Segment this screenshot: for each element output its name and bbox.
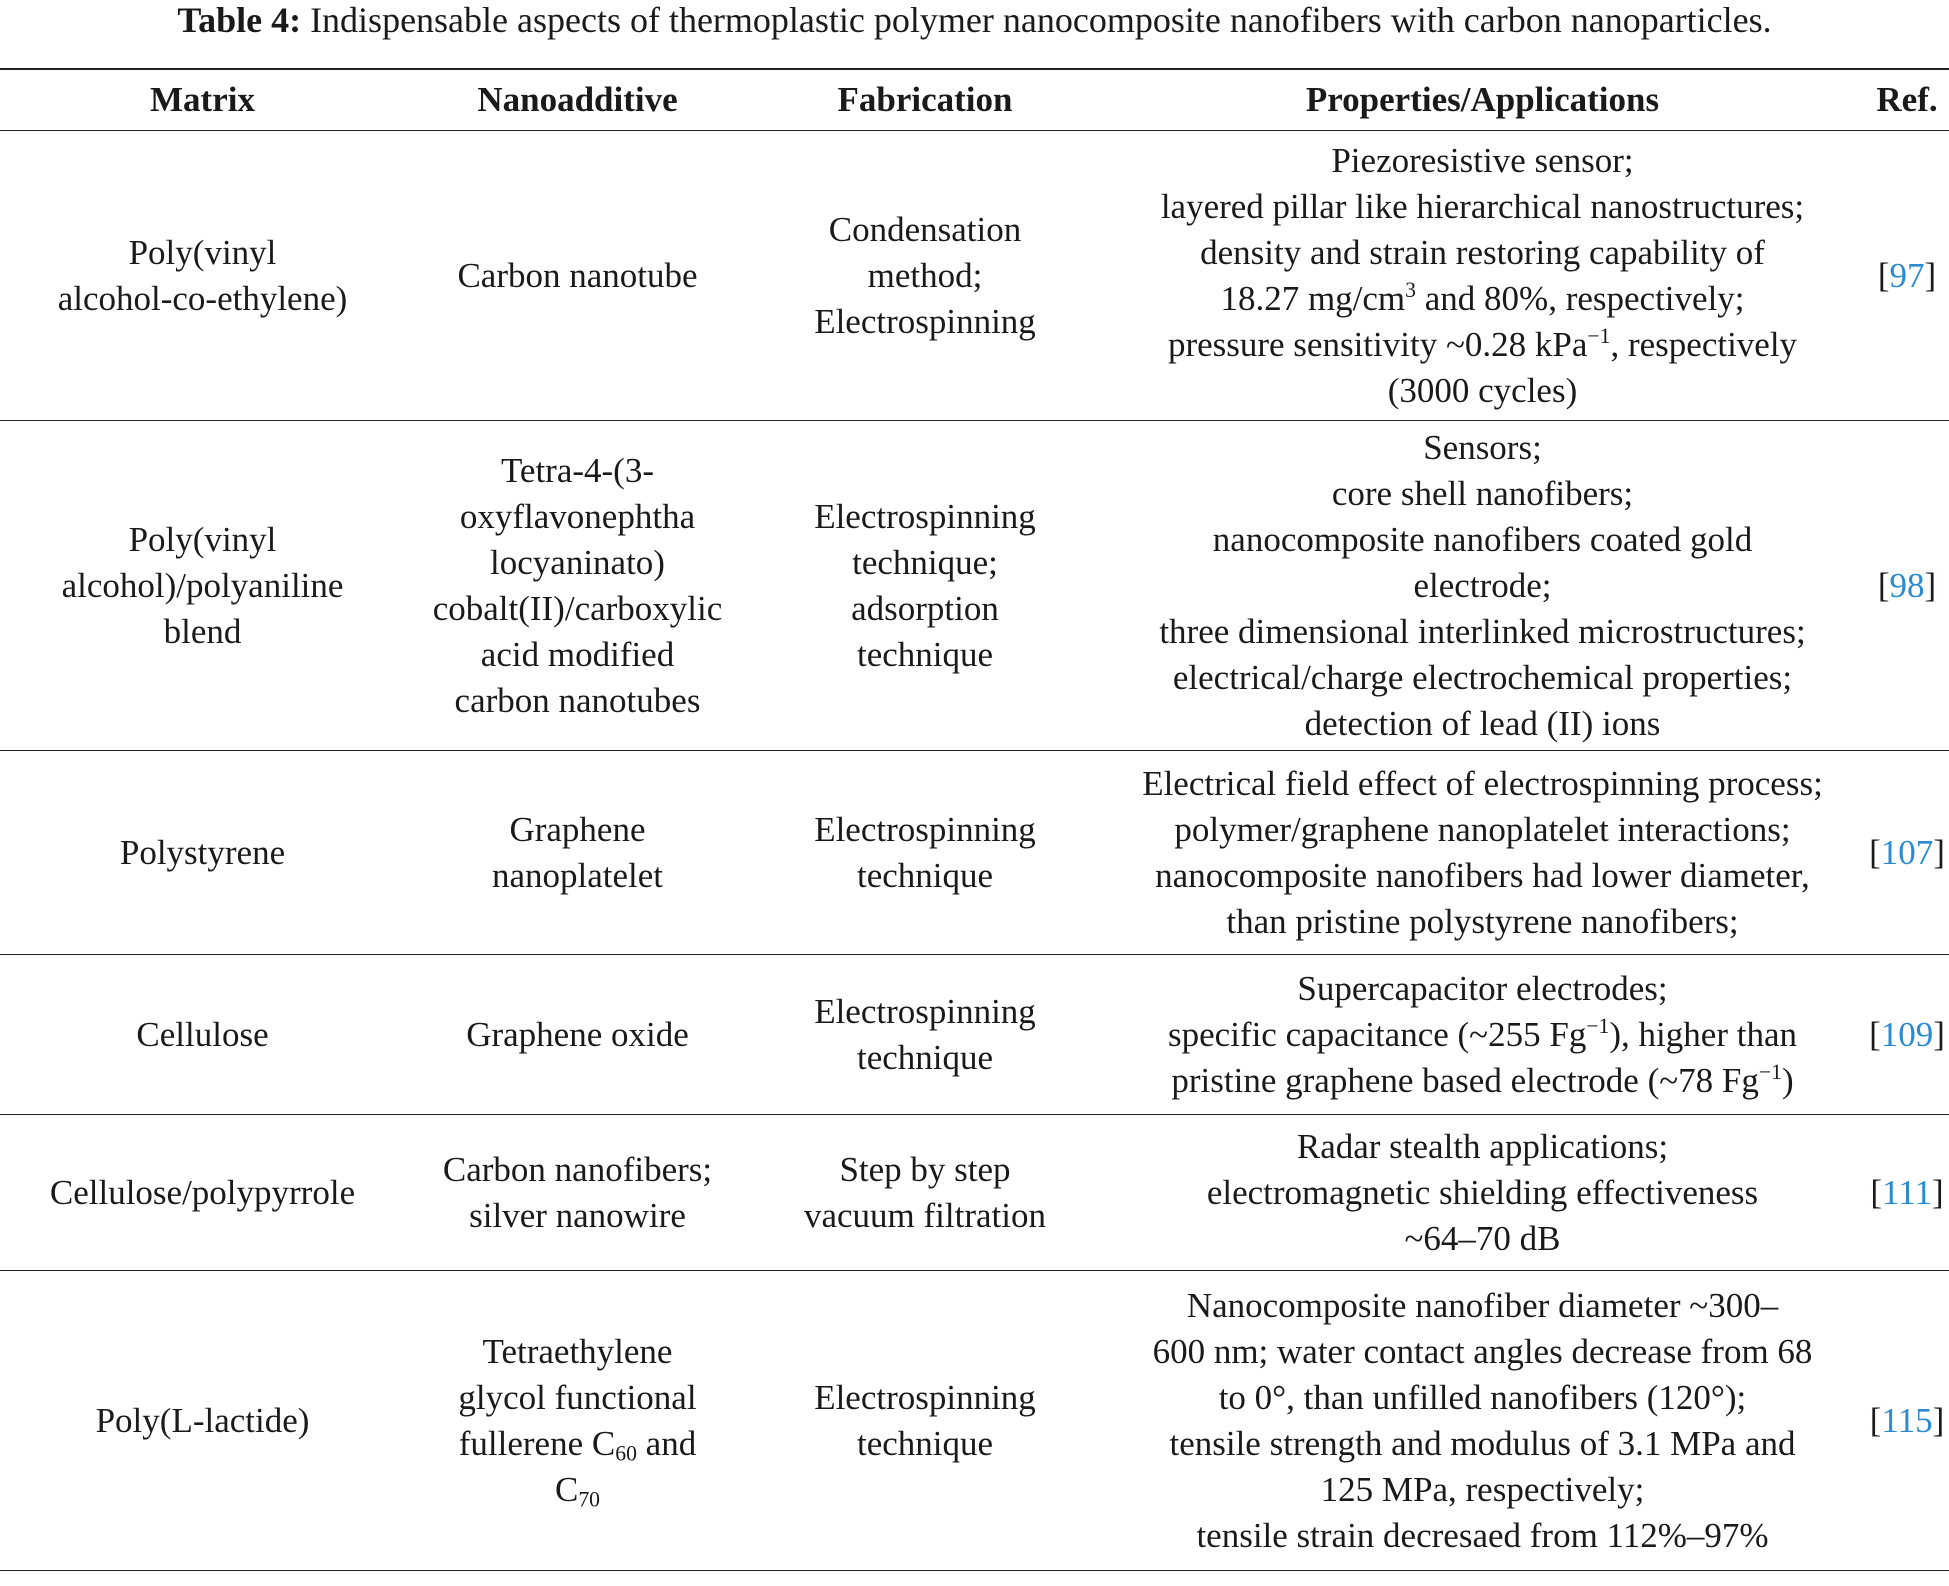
table-row bbox=[0, 421, 1949, 751]
cell-ref: [109] bbox=[1865, 955, 1949, 1115]
cell-text: Poly(vinyl bbox=[128, 232, 277, 272]
reference-link[interactable]: 107 bbox=[1880, 832, 1934, 872]
cell-fabrication bbox=[750, 751, 1100, 955]
cell-text: silver nanowire bbox=[469, 1195, 686, 1235]
cell-text: Cellulose bbox=[136, 1014, 269, 1054]
cell-text: Nanocomposite nanofiber diameter ~300– bbox=[1186, 1285, 1779, 1325]
cell-nanoadditive bbox=[405, 955, 750, 1115]
reference-link[interactable]: 98 bbox=[1889, 565, 1925, 605]
cell-text: glycol functional bbox=[458, 1377, 697, 1417]
cell-text: Electrospinning bbox=[814, 1377, 1036, 1417]
cell-text-line bbox=[1102, 322, 1863, 368]
cell-properties bbox=[1100, 955, 1865, 1115]
cell-text: acid modified bbox=[480, 634, 675, 674]
cell-text: Graphene bbox=[509, 809, 646, 849]
text-part: pressure sensitivity ~0.28 kPa bbox=[1167, 324, 1588, 364]
cell-text: technique bbox=[856, 855, 994, 895]
cell-text: nanocomposite nanofibers coated gold bbox=[1212, 519, 1753, 559]
cell-text: nanoplatelet bbox=[491, 855, 664, 895]
header-fabrication: Fabrication bbox=[750, 69, 1100, 131]
cell-nanoadditive bbox=[405, 1115, 750, 1271]
cell-text: Sensors; bbox=[1423, 427, 1542, 467]
cell-fabrication bbox=[750, 421, 1100, 751]
cell-text: Electrospinning bbox=[814, 809, 1036, 849]
cell-text: Electrospinning bbox=[814, 496, 1036, 536]
header-nanoadditive: Nanoadditive bbox=[405, 69, 750, 131]
cell-matrix bbox=[0, 421, 405, 751]
table-row bbox=[0, 955, 1949, 1115]
superscript: −1 bbox=[1758, 1059, 1782, 1084]
text-part: and bbox=[636, 1423, 697, 1463]
cell-nanoadditive bbox=[405, 751, 750, 955]
cell-text: cobalt(II)/carboxylic bbox=[432, 588, 723, 628]
table-row bbox=[0, 131, 1949, 421]
cell-text: density and strain restoring capability of bbox=[1200, 232, 1765, 272]
cell-matrix bbox=[0, 131, 405, 421]
cell-nanoadditive bbox=[405, 421, 750, 751]
cell-nanoadditive bbox=[405, 1271, 750, 1571]
cell-text: Supercapacitor electrodes; bbox=[1297, 968, 1668, 1008]
cell-text: detection of lead (II) ions bbox=[1304, 703, 1661, 743]
cell-text: technique bbox=[856, 1037, 994, 1077]
cell-text: Tetraethylene bbox=[482, 1331, 673, 1371]
cell-text: ~64–70 dB bbox=[1404, 1218, 1561, 1258]
cell-text: core shell nanofibers; bbox=[1331, 473, 1634, 513]
reference-link[interactable]: 97 bbox=[1889, 255, 1925, 295]
cell-ref: [111] bbox=[1865, 1115, 1949, 1271]
cell-text: alcohol-co-ethylene) bbox=[57, 278, 348, 318]
cell-nanoadditive bbox=[405, 131, 750, 421]
cell-text: Graphene oxide bbox=[466, 1014, 689, 1054]
cell-ref: [107] bbox=[1865, 751, 1949, 955]
cell-text: polymer/graphene nanoplatelet interactions; bbox=[1174, 809, 1791, 849]
cell-text: Radar stealth applications; bbox=[1296, 1126, 1669, 1166]
cell-text: technique bbox=[856, 1423, 994, 1463]
cell-text: Piezoresistive sensor; bbox=[1331, 140, 1634, 180]
text-part: and 80%, respectively; bbox=[1416, 278, 1745, 318]
cell-text: blend bbox=[163, 611, 242, 651]
cell-text: electrode; bbox=[1413, 565, 1552, 605]
cell-properties bbox=[1100, 421, 1865, 751]
cell-text: to 0°, than unfilled nanofibers (120°); bbox=[1218, 1377, 1747, 1417]
cell-text: Electrospinning bbox=[814, 991, 1036, 1031]
text-part: , respectively bbox=[1610, 324, 1798, 364]
cell-text: adsorption bbox=[851, 588, 999, 628]
table-header-row bbox=[0, 69, 1949, 131]
cell-text: tensile strength and modulus of 3.1 MPa and bbox=[1169, 1423, 1796, 1463]
cell-matrix bbox=[0, 955, 405, 1115]
cell-text: Electrospinning bbox=[814, 301, 1036, 341]
cell-text-line bbox=[405, 1421, 750, 1467]
table-row bbox=[0, 1271, 1949, 1571]
cell-text: carbon nanotubes bbox=[454, 680, 701, 720]
cell-text: layered pillar like hierarchical nanostructures; bbox=[1160, 186, 1805, 226]
data-table bbox=[0, 68, 1949, 1571]
cell-ref: [98] bbox=[1865, 421, 1949, 751]
table-caption-label: Table 4: bbox=[177, 0, 302, 40]
reference-link[interactable]: 109 bbox=[1880, 1014, 1934, 1054]
text-part: C bbox=[554, 1469, 579, 1509]
cell-text: Condensation bbox=[828, 209, 1022, 249]
cell-fabrication bbox=[750, 1271, 1100, 1571]
text-part: ), higher than bbox=[1609, 1014, 1797, 1054]
text-part: ) bbox=[1781, 1060, 1794, 1100]
reference-link[interactable]: 115 bbox=[1881, 1400, 1933, 1440]
text-part: pristine graphene based electrode (~78 Fg bbox=[1171, 1060, 1759, 1100]
cell-text: Poly(L-lactide) bbox=[95, 1400, 310, 1440]
cell-text: tensile strain decresaed from 112%–97% bbox=[1196, 1515, 1769, 1555]
cell-text: oxyflavonephtha bbox=[459, 496, 696, 536]
cell-text: (3000 cycles) bbox=[1387, 370, 1578, 410]
text-part: specific capacitance (~255 Fg bbox=[1168, 1014, 1587, 1054]
cell-text: Polystyrene bbox=[119, 832, 286, 872]
cell-fabrication bbox=[750, 1115, 1100, 1271]
text-part: 18.27 mg/cm bbox=[1220, 278, 1406, 318]
cell-ref: [115] bbox=[1865, 1271, 1949, 1571]
superscript: −1 bbox=[1586, 1013, 1610, 1038]
text-part: fullerene C bbox=[458, 1423, 616, 1463]
cell-fabrication bbox=[750, 131, 1100, 421]
cell-text: three dimensional interlinked microstructures; bbox=[1159, 611, 1806, 651]
cell-matrix bbox=[0, 1271, 405, 1571]
reference-link[interactable]: 111 bbox=[1882, 1172, 1932, 1212]
cell-properties bbox=[1100, 751, 1865, 955]
table-row bbox=[0, 1115, 1949, 1271]
cell-text: nanocomposite nanofibers had lower diameter, bbox=[1155, 855, 1810, 895]
cell-matrix bbox=[0, 751, 405, 955]
cell-properties bbox=[1100, 1115, 1865, 1271]
cell-text: Electrical field effect of electrospinning process; bbox=[1142, 763, 1823, 803]
cell-text: Tetra-4-(3- bbox=[500, 450, 654, 490]
cell-text: technique; bbox=[852, 542, 998, 582]
cell-fabrication bbox=[750, 955, 1100, 1115]
table-caption bbox=[0, 0, 1949, 40]
header-matrix: Matrix bbox=[0, 69, 405, 131]
cell-text: vacuum filtration bbox=[803, 1195, 1046, 1235]
superscript: −1 bbox=[1587, 323, 1611, 348]
cell-properties bbox=[1100, 131, 1865, 421]
cell-text: Carbon nanofibers; bbox=[442, 1149, 713, 1189]
header-ref: Ref. bbox=[1865, 69, 1949, 131]
cell-text: than pristine polystyrene nanofibers; bbox=[1226, 901, 1739, 941]
cell-text: electrical/charge electrochemical properties; bbox=[1172, 657, 1793, 697]
cell-text: 600 nm; water contact angles decrease from 68 bbox=[1152, 1331, 1813, 1371]
cell-text: Cellulose/polypyrrole bbox=[49, 1172, 356, 1212]
table-caption-text: Indispensable aspects of thermoplastic polymer nanocomposite nanofibers with carbon nanoparticles. bbox=[301, 0, 1772, 40]
cell-ref: [97] bbox=[1865, 131, 1949, 421]
cell-text: Carbon nanotube bbox=[457, 255, 698, 295]
cell-text: method; bbox=[867, 255, 983, 295]
cell-text-line bbox=[1102, 1058, 1863, 1104]
cell-text: technique bbox=[856, 634, 994, 674]
cell-properties bbox=[1100, 1271, 1865, 1571]
cell-matrix bbox=[0, 1115, 405, 1271]
header-properties: Properties/Applications bbox=[1100, 69, 1865, 131]
cell-text: alcohol)/polyaniline bbox=[61, 565, 344, 605]
cell-text-line bbox=[405, 1467, 750, 1513]
cell-text: electromagnetic shielding effectiveness bbox=[1206, 1172, 1759, 1212]
cell-text: Step by step bbox=[839, 1149, 1011, 1189]
cell-text-line bbox=[1102, 276, 1863, 322]
superscript: 3 bbox=[1405, 277, 1417, 302]
cell-text: locyaninato) bbox=[490, 542, 665, 582]
subscript: 70 bbox=[578, 1486, 601, 1511]
cell-text: Poly(vinyl bbox=[128, 519, 277, 559]
cell-text: 125 MPa, respectively; bbox=[1320, 1469, 1645, 1509]
cell-text-line bbox=[1102, 1012, 1863, 1058]
subscript: 60 bbox=[615, 1440, 637, 1465]
table-row bbox=[0, 751, 1949, 955]
